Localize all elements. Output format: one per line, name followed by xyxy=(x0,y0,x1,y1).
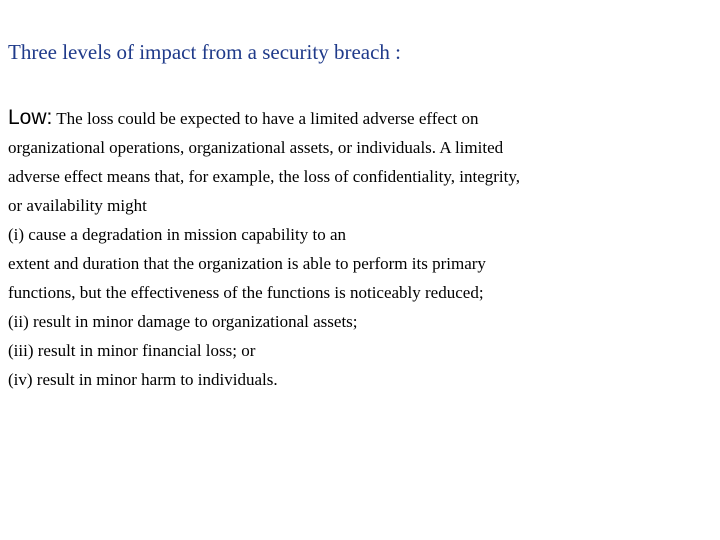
impact-low-description xyxy=(8,103,714,394)
body-line: extent and duration that the organization is able to perform its primary xyxy=(8,254,486,273)
body-line: functions, but the effectiveness of the functions is noticeably reduced; xyxy=(8,283,484,302)
low-lead-text: The loss could be expected to have a limited adverse effect on xyxy=(52,109,479,128)
body-line: or availability might xyxy=(8,196,147,215)
body-line: adverse effect means that, for example, the loss of confidentiality, integrity, xyxy=(8,167,521,186)
body-line: organizational operations, organizational assets, or individuals. A limited xyxy=(8,138,504,157)
body-line: (iv) result in minor harm to individuals. xyxy=(8,370,278,389)
slide-title: Three levels of impact from a security breach : xyxy=(8,40,401,64)
low-first-line xyxy=(8,103,714,133)
low-label: Low: xyxy=(8,106,53,129)
body-line: (iii) result in minor financial loss; or xyxy=(8,341,256,360)
body-line: (ii) result in minor damage to organizational assets; xyxy=(8,312,358,331)
body-line: (i) cause a degradation in mission capability to an xyxy=(8,225,347,244)
